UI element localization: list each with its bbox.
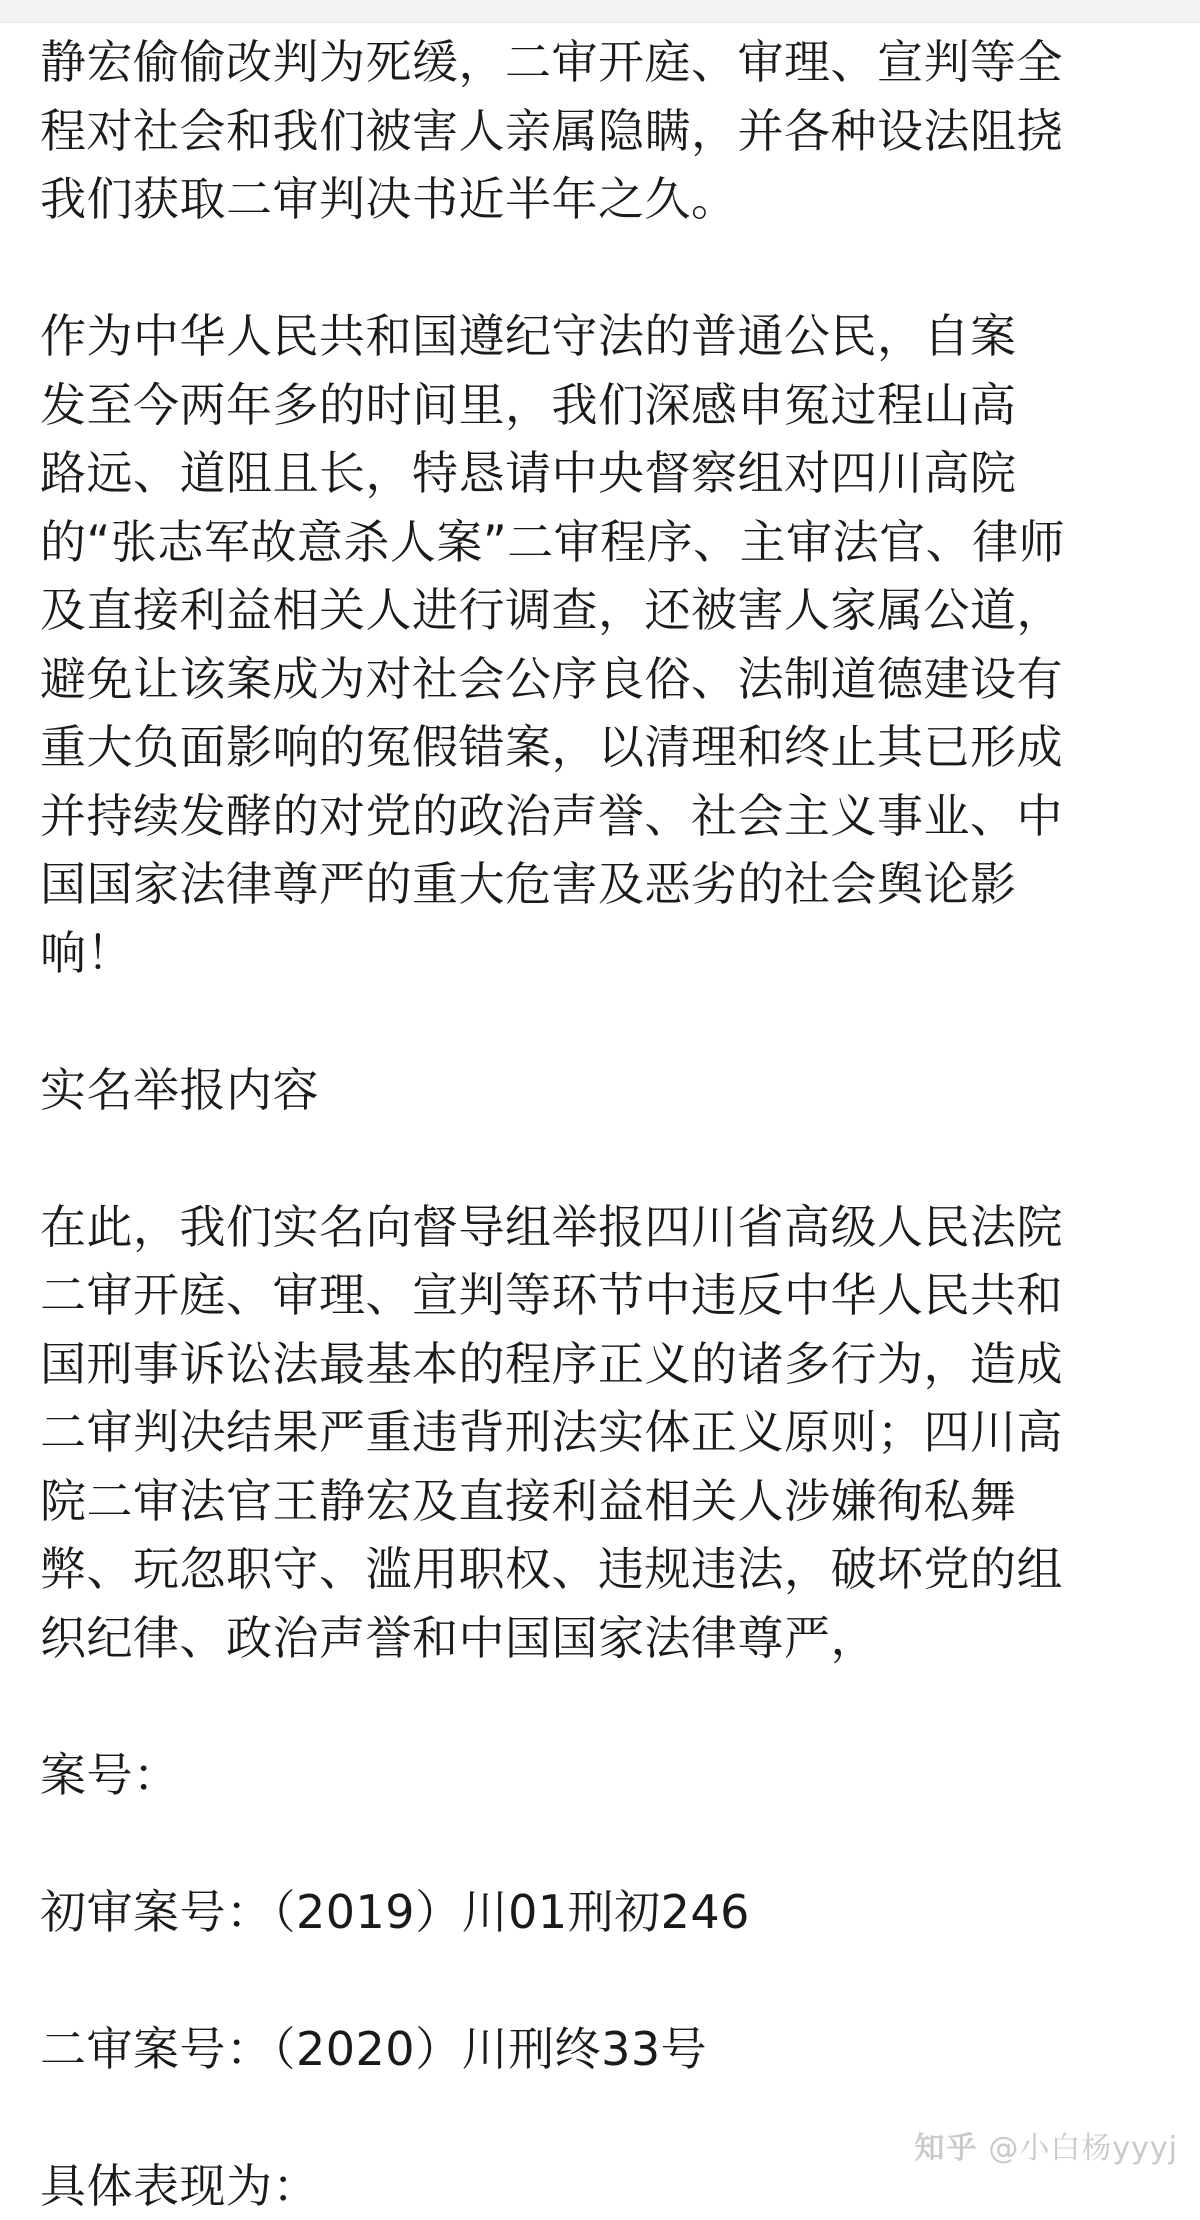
second-instance-case-number: 二审案号：（2020）川刑终33号: [40, 2015, 1170, 2084]
paragraph-gap: [40, 1124, 1170, 1193]
paragraph-gap: [40, 1672, 1170, 1741]
case-number-label: 案号：: [40, 1741, 1170, 1810]
zhihu-watermark: [914, 2123, 1178, 2167]
paragraph-verdict-concealment: 静宏偷偷改判为死缓，二审开庭、审理、宣判等全 程对社会和我们被害人亲属隐瞒，并各种设法阻挠 我们获取二审判决书近半年之久。: [40, 28, 1170, 234]
first-instance-case-number: 初审案号：（2019）川01刑初246: [40, 1878, 1170, 1947]
article-body: [40, 28, 1170, 2220]
paragraph-gap: [40, 1809, 1170, 1878]
paragraph-gap: [40, 234, 1170, 303]
paragraph-appeal-request: 作为中华人民共和国遵纪守法的普通公民，自案 发至今两年多的时间里，我们深感申冤过程山高 路远、道阻且长，特恳请中央督察组对四川高院 的“张志军故意杀人案”二审程序、主审法官、律师 及直接利益相关人进行调查，还被害人家属公道， 避免让该案成为对社会公序良俗、法制道德建设有 重大负面影响的冤假错案，以清理和终止其已形成 并持续发酵的对党的政治声誉、社会主义事业、中 国国家法律尊严的重大危害及恶劣的社会舆论影 响！: [40, 302, 1170, 987]
watermark-handle: @小白杨yyyj: [988, 2123, 1178, 2167]
top-bar: [0, 0, 1200, 23]
paragraph-gap: [40, 987, 1170, 1056]
section-heading-report-content: 实名举报内容: [40, 1056, 1170, 1125]
specifics-heading: 具体表现为：: [40, 2152, 1170, 2220]
paragraph-report-statement: 在此，我们实名向督导组举报四川省高级人民法院 二审开庭、审理、宣判等环节中违反中华人民共和 国刑事诉讼法最基本的程序正义的诸多行为，造成 二审判决结果严重违背刑法实体正义原则；四川高 院二审法官王静宏及直接利益相关人涉嫌徇私舞 弊、玩忽职守、滥用职权、违规违法，破坏党的组 织纪律、政治声誉和中国国家法律尊严，: [40, 1193, 1170, 1673]
paragraph-gap: [40, 1946, 1170, 2015]
watermark-brand: 知乎: [914, 2123, 978, 2167]
